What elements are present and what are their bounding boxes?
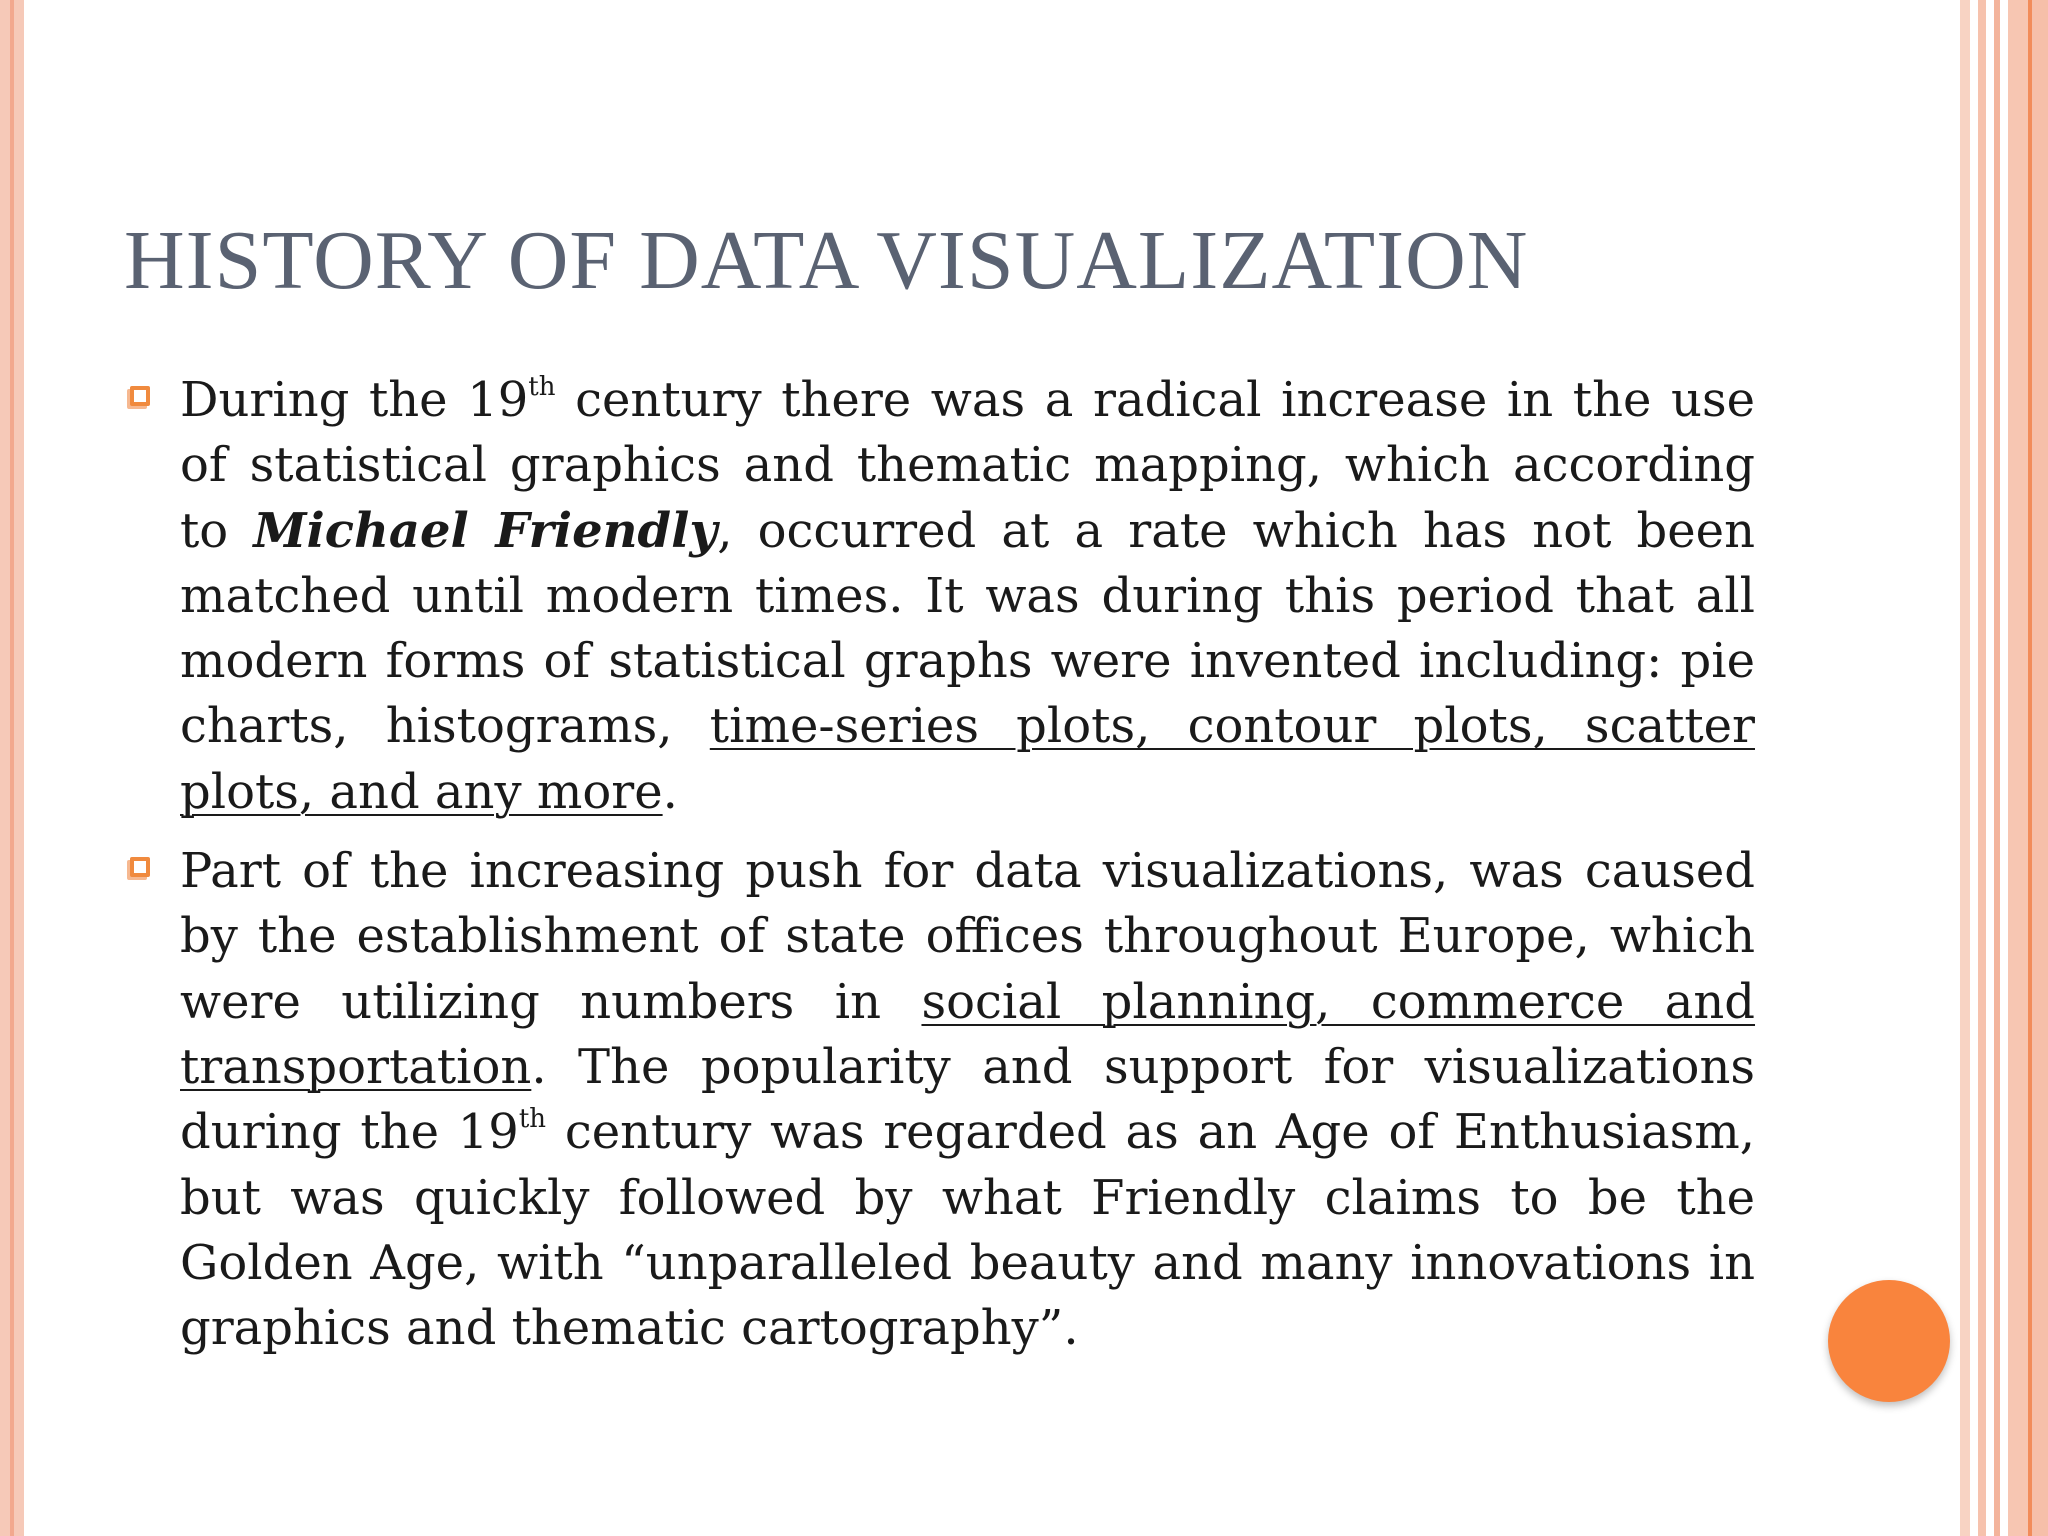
- bullet-text: [180, 839, 1755, 1361]
- superscript: th: [518, 1104, 547, 1135]
- bullet-text: [180, 368, 1755, 825]
- underlined-link[interactable]: time-series plots, contour plots, scatter plots, and any more: [180, 698, 1755, 820]
- text-run: During the 19: [180, 372, 529, 428]
- text-run: . The popularity and support for visualizations during the 19: [180, 1038, 1755, 1161]
- text-run: , occurred at a rate which has not been matched until modern times. It was during this period that all modern forms of statistical graphs were invented including: pie charts, histograms,: [180, 502, 1756, 755]
- orange-circle-icon: [1828, 1280, 1950, 1402]
- stripe: [2008, 0, 2028, 1536]
- right-stripes-decoration: [1960, 0, 2048, 1536]
- stripe: [1978, 0, 1986, 1536]
- bullet-list: [120, 368, 1755, 1375]
- superscript: th: [528, 372, 556, 403]
- stripe: [1960, 0, 1970, 1536]
- text-run: century there was a radical increase in the use of statistical graphics and thematic mapping, which according to: [180, 372, 1755, 559]
- underlined-link[interactable]: social planning, commerce and transportation: [180, 973, 1756, 1095]
- text-run: century was regarded as an Age of Enthusiasm, but was quickly followed by what Friendly claims to be the Golden Age, with “unparalleled beauty and many innovations in graphics and thematic cartography”.: [180, 1104, 1756, 1357]
- hollow-square-bullet-icon: [130, 386, 150, 406]
- stripe: [1994, 0, 2000, 1536]
- text-run: Part of the increasing push for data visualizations, was caused by the establishment of state offices throughout Europe, which were utilizing numbers in: [180, 843, 1755, 1030]
- bullet-item-1: [120, 368, 1755, 825]
- left-border-decoration: [0, 0, 24, 1536]
- stripe: [2032, 0, 2048, 1536]
- bullet-item-2: [120, 839, 1755, 1361]
- slide-title: HISTORY OF DATA VISUALIZATION: [124, 214, 1529, 307]
- text-run: .: [662, 763, 678, 820]
- person-name: Michael Friendly: [253, 502, 718, 559]
- hollow-square-bullet-icon: [130, 857, 150, 877]
